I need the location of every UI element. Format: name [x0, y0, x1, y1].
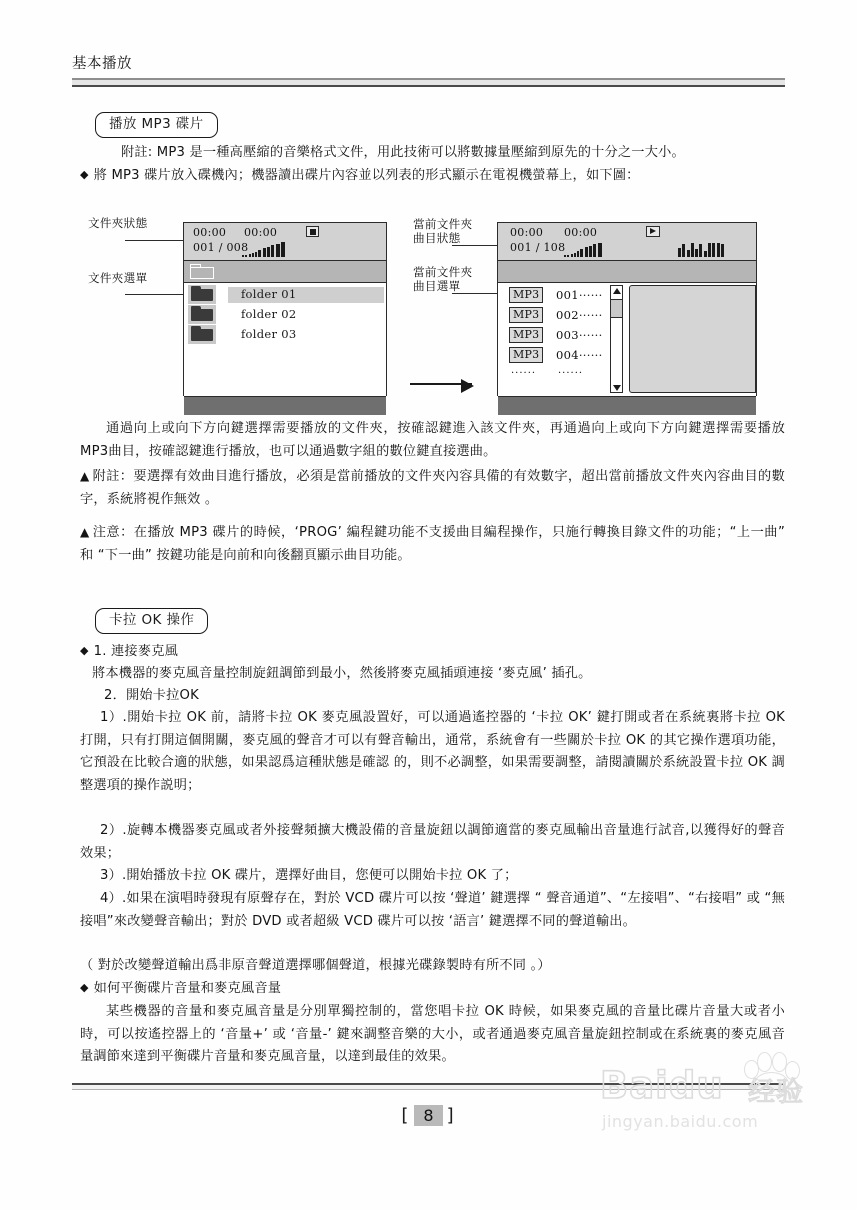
karaoke-balance-heading: ◆ 如何平衡碟片音量和麥克風音量 [80, 978, 785, 1001]
track-label[interactable]: 003······ [556, 328, 603, 342]
karaoke-step-4: 4）.如果在演唱時發現有原聲存在，對於 VCD 碟片可以按 ‘聲道’ 鍵選擇 “ 聲音通道”、“左接唱”、“右接唱” 或 “無接唱”來改變聲音輸出；對於 DVD 或者超級 VCD 碟片可以按 ‘語言’ 鍵選擇不同的聲道輸出。 [80, 891, 785, 929]
flow-arrow-icon [410, 383, 472, 385]
list-item[interactable] [188, 326, 297, 341]
folder-icon [191, 306, 213, 321]
callout-right-menu-line1: 當前文件夾 [413, 265, 473, 279]
header-divider [72, 78, 785, 87]
list-item[interactable] [188, 306, 297, 321]
track-ellipsis-label: ······ [558, 368, 584, 379]
open-folder-icon [190, 264, 214, 279]
track-label[interactable]: 002······ [556, 308, 603, 322]
track-counter-right: 001 / 108 [510, 241, 566, 254]
scroll-up-arrow-icon[interactable] [613, 288, 621, 294]
section-chip-karaoke: 卡拉 OK 操作 [95, 608, 208, 634]
leader-line-left-menu [125, 294, 183, 295]
mp3-badge: MP3 [509, 327, 543, 343]
elapsed-time-right: 00:00 [510, 226, 544, 239]
path-bar-right [498, 261, 756, 283]
callout-left-menu: 文件夾選單 [88, 271, 148, 285]
leader-line-left-status [125, 240, 183, 241]
folder-list [184, 283, 386, 396]
list-item-label: folder 03 [241, 326, 297, 341]
footer-bar-right [498, 396, 756, 415]
total-time-left: 00:00 [244, 226, 278, 239]
folder-icon [191, 286, 213, 301]
spectrum-meter-right [678, 242, 725, 257]
status-bar-left [184, 223, 386, 261]
scrollbar[interactable] [610, 285, 623, 393]
status-bar-right [498, 223, 756, 261]
karaoke-step-3: 3）.開始播放卡拉 OK 碟片，選擇好曲目，您便可以開始卡拉 OK 了； [100, 868, 518, 883]
scroll-down-arrow-icon[interactable] [613, 385, 621, 391]
karaoke-item-2-heading: 2．開始卡拉OK [104, 688, 199, 703]
callout-right-status-line1: 當前文件夾 [413, 217, 473, 231]
track-label[interactable]: 004······ [556, 348, 603, 362]
mp3-caution: ▲ 注意：在播放 MP3 碟片的時候，‘PROG’ 編程鍵功能不支援曲目編程操作，只施行轉換目錄文件的功能；“上一曲” 和 “下一曲” 按鍵功能是向前和向後翻頁顯示曲目功能。 [80, 521, 785, 567]
page-bracket-open: [ [401, 1105, 411, 1126]
mp3-note-2: ▲ 附註：要選擇有效曲目進行播放，必須是當前播放的文件夾內容具備的有效數字，超出當前播放文件夾內容曲目的數字，系統將視作無效 。 [80, 465, 785, 511]
footer-bar-left [184, 396, 386, 415]
track-ellipsis-badge: ······ [511, 368, 537, 379]
track-list [498, 283, 756, 396]
list-item[interactable] [188, 286, 297, 301]
track-label[interactable]: 001······ [556, 288, 603, 302]
mp3-bullet-1: ◆ 將 MP3 碟片放入碟機內；機器讀出碟片內容並以列表的形式顯示在電視機螢幕上，如下圖： [80, 165, 785, 188]
page-bracket-close: ] [446, 1105, 456, 1126]
section-chip-mp3: 播放 MP3 碟片 [95, 112, 218, 138]
stop-icon [306, 226, 319, 237]
page-number-block [0, 1105, 857, 1126]
list-item-label: folder 02 [241, 306, 297, 321]
karaoke-step-2: 2）.旋轉本機器麥克風或者外接聲頻擴大機設備的音量旋鈕以調節適當的麥克風輸出音量進行試音,以獲得好的聲音效果； [80, 823, 785, 861]
scrollbar-thumb[interactable] [611, 299, 622, 318]
mp3-badge: MP3 [509, 307, 543, 323]
list-item-label: folder 01 [241, 286, 297, 301]
karaoke-item-1-body: 將本機器的麥克風音量控制旋鈕調節到最小，然後將麥克風插頭連接 ‘麥克風’ 插孔。 [92, 666, 592, 681]
karaoke-balance-body: 某些機器的音量和麥克風音量是分別單獨控制的，當您唱卡拉 OK 時候，如果麥克風的音量比碟片音量大或者小時，可以按遙控器上的 ‘音量+’ 或 ‘音量-’ 鍵來調整音樂的大小，或者通過麥克風音量旋鈕控制或在系統裏的麥克風音量調節來達到平衡碟片音量和麥克風音量，以達到最佳的效果。 [80, 1004, 785, 1064]
play-icon [646, 226, 660, 237]
level-meter-left [242, 242, 286, 257]
callout-left-status: 文件夾狀態 [88, 216, 148, 230]
video-preview-pane [629, 285, 756, 393]
elapsed-time-left: 00:00 [193, 226, 227, 239]
path-bar-left [184, 261, 386, 283]
mp3-badge: MP3 [509, 347, 543, 363]
page-header [72, 56, 785, 87]
watermark-brand: Baidu [600, 1064, 724, 1107]
callout-right-menu-line2: 曲目選單 [413, 279, 461, 293]
page-number: 8 [414, 1105, 442, 1126]
track-counter-left: 001 / 008 [193, 241, 249, 254]
mp3-note: 附註: MP3 是一種高壓縮的音樂格式文件，用此技術可以將數據量壓縮到原先的十分之一大小。 [121, 145, 685, 160]
mp3-para-after: 通過向上或向下方向鍵選擇需要播放的文件夾，按確認鍵進入該文件夾，再通過向上或向下方向鍵選擇需要播放MP3曲目，按確認鍵進行播放，也可以通過數字組的數位鍵直接選曲。 [80, 421, 785, 459]
footer-divider [72, 1083, 785, 1090]
tv-screen-folder-view [183, 222, 387, 396]
total-time-right: 00:00 [564, 226, 598, 239]
watermark-url: jingyan.baidu.com [602, 1112, 759, 1131]
callout-right-status-line2: 曲目狀態 [413, 231, 461, 245]
level-meter-right [564, 242, 603, 257]
karaoke-parenthetical: （ 對於改變聲道輸出爲非原音聲道選擇哪個聲道，根據光碟錄製時有所不同 。） [80, 958, 551, 973]
karaoke-step-1: 1）.開始卡拉 OK 前，請將卡拉 OK 麥克風設置好，可以通過遙控器的 ‘卡拉 OK’ 鍵打開或者在系統裏將卡拉 OK 打開，只有打開這個開關，麥克風的聲音才可以有聲音輸出，通常，系統會有一些關於卡拉 OK 的其它操作選項功能，它預設在比較合適的狀態，如果認爲這種狀態是確認 的，則不必調整，如果需要調整，請閱讀關於系統設置卡拉 OK 調整選項的操作説明； [80, 710, 785, 793]
karaoke-item-1-heading: ◆ 1. 連接麥克風 [80, 641, 785, 664]
folder-icon [191, 326, 213, 341]
tv-screen-track-view [497, 222, 757, 396]
page-title: 基本播放 [72, 56, 132, 72]
mp3-badge: MP3 [509, 287, 543, 303]
watermark-brand-cn: 经验 [748, 1077, 804, 1108]
